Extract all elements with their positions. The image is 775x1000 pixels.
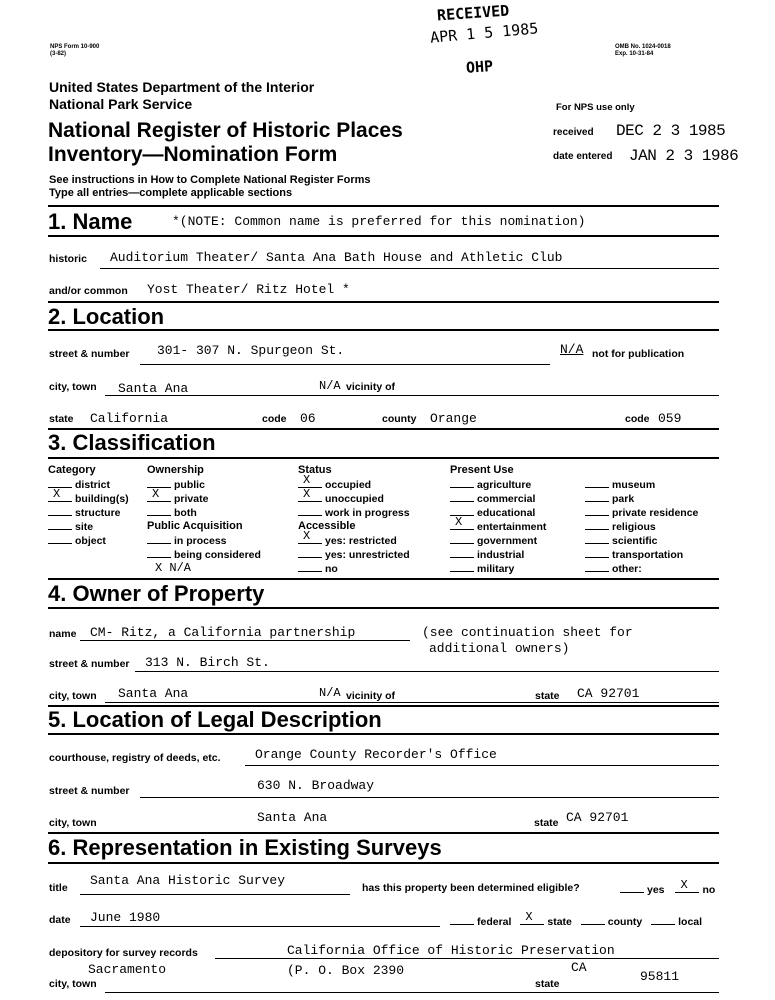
eligible-no-box[interactable]: X bbox=[675, 882, 699, 893]
vicinity-label: vicinity of bbox=[346, 381, 396, 393]
courthouse-label: courthouse, registry of deeds, etc. bbox=[49, 752, 221, 764]
state-label: state bbox=[49, 413, 74, 425]
status-heading: Status bbox=[298, 464, 332, 476]
depository-city-value: Sacramento bbox=[88, 962, 167, 977]
accessible-heading: Accessible bbox=[298, 520, 356, 532]
vicinity-na: N/A bbox=[319, 379, 341, 393]
use-commercial[interactable]: commercial bbox=[450, 491, 546, 505]
city-value: Santa Ana bbox=[118, 381, 189, 396]
survey-title-value: Santa Ana Historic Survey bbox=[90, 873, 286, 888]
level-county-box[interactable] bbox=[581, 914, 605, 925]
section-5-title: 5. Location of Legal Description bbox=[48, 707, 382, 732]
status-occupied[interactable]: X occupied bbox=[298, 477, 410, 491]
legal-state-label: state bbox=[534, 817, 559, 829]
use-industrial[interactable]: industrial bbox=[450, 547, 546, 561]
level-local-box[interactable] bbox=[651, 914, 675, 925]
form-title-line1: National Register of Historic Places bbox=[48, 119, 403, 142]
acquisition-in-process[interactable]: in process bbox=[147, 533, 261, 547]
common-name-label: and/or common bbox=[49, 285, 128, 297]
category-heading: Category bbox=[48, 464, 96, 476]
use-entertainment[interactable]: X entertainment bbox=[450, 519, 546, 533]
status-work-in-progress[interactable]: work in progress bbox=[298, 505, 410, 519]
eligible-yes-box[interactable] bbox=[620, 882, 644, 893]
form-revision: (3-82) bbox=[50, 51, 67, 57]
category-column bbox=[48, 463, 129, 547]
type-all-entries: Type all entries—complete applicable sections bbox=[49, 187, 293, 199]
received-value: DEC 2 3 1985 bbox=[616, 122, 726, 140]
use-agriculture[interactable]: agriculture bbox=[450, 477, 546, 491]
ownership-column bbox=[147, 463, 261, 575]
name-note: *(NOTE: Common name is preferred for this nomination) bbox=[172, 214, 586, 229]
ownership-both[interactable]: both bbox=[147, 505, 261, 519]
section-6-title: 6. Representation in Existing Surveys bbox=[48, 835, 442, 860]
date-entered-value: JAN 2 3 1986 bbox=[629, 147, 739, 165]
depository-state-label: state bbox=[535, 978, 560, 990]
received-stamp-office: OHP bbox=[465, 57, 494, 77]
historic-name-value: Auditorium Theater/ Santa Ana Bath House and Athletic Club bbox=[110, 250, 563, 265]
owner-vicinity-label: vicinity of bbox=[346, 690, 396, 702]
state-code-value: 06 bbox=[300, 411, 316, 426]
instructions-text: See instructions in How to Complete National Register Forms bbox=[49, 174, 371, 186]
depository-label: depository for survey records bbox=[49, 947, 198, 959]
depository-city-label: city, town bbox=[49, 978, 97, 990]
acquisition-na-note: X N/A bbox=[155, 561, 192, 575]
legal-street-label: street & number bbox=[49, 785, 130, 797]
category-structure[interactable]: structure bbox=[48, 505, 129, 519]
survey-date-label: date bbox=[49, 914, 71, 926]
present-use-column-2 bbox=[585, 477, 698, 575]
eligible-options bbox=[620, 878, 716, 896]
street-label: street & number bbox=[49, 348, 130, 360]
accessible-no[interactable]: no bbox=[298, 561, 410, 575]
nps-use-label: For NPS use only bbox=[556, 102, 635, 113]
owner-name-label: name bbox=[49, 628, 77, 640]
ownership-heading: Ownership bbox=[147, 464, 204, 476]
county-code-label: code bbox=[625, 413, 650, 425]
omb-expiry: Exp. 10-31-84 bbox=[615, 51, 654, 57]
survey-title-label: title bbox=[49, 882, 68, 894]
common-name-value: Yost Theater/ Ritz Hotel * bbox=[147, 282, 350, 297]
level-federal-box[interactable] bbox=[450, 914, 474, 925]
level-federal-label: federal bbox=[477, 916, 512, 928]
depository-box-value: (P. O. Box 2390 bbox=[287, 963, 405, 978]
depository-value: California Office of Historic Preservation bbox=[287, 943, 615, 958]
legal-state-value: CA 92701 bbox=[566, 810, 629, 825]
owner-name-value: CM- Ritz, a California partnership bbox=[90, 625, 356, 640]
category-site[interactable]: site bbox=[48, 519, 129, 533]
use-private-residence[interactable]: private residence bbox=[585, 505, 698, 519]
use-military[interactable]: military bbox=[450, 561, 546, 575]
use-government[interactable]: government bbox=[450, 533, 546, 547]
historic-label: historic bbox=[49, 253, 87, 265]
legal-city-value: Santa Ana bbox=[257, 810, 328, 825]
use-museum[interactable]: museum bbox=[585, 477, 698, 491]
section-2-title: 2. Location bbox=[48, 304, 165, 329]
public-acquisition-heading: Public Acquisition bbox=[147, 520, 243, 532]
level-state-box[interactable]: X bbox=[520, 914, 544, 925]
section-4-title: 4. Owner of Property bbox=[48, 581, 265, 606]
state-value: California bbox=[90, 411, 169, 426]
owner-city-value: Santa Ana bbox=[118, 686, 189, 701]
eligible-no-label: no bbox=[702, 884, 716, 896]
present-use-heading: Present Use bbox=[450, 464, 514, 476]
owner-note-line1: (see continuation sheet for bbox=[422, 625, 633, 640]
ownership-private[interactable]: X private bbox=[147, 491, 261, 505]
use-transportation[interactable]: transportation bbox=[585, 547, 698, 561]
use-scientific[interactable]: scientific bbox=[585, 533, 698, 547]
form-title-line2: Inventory—Nomination Form bbox=[48, 143, 338, 166]
use-religious[interactable]: religious bbox=[585, 519, 698, 533]
code-label: code bbox=[262, 413, 287, 425]
present-use-column bbox=[450, 463, 546, 575]
county-code-value: 059 bbox=[658, 411, 682, 426]
instructions-line bbox=[49, 174, 371, 186]
level-local-label: local bbox=[678, 916, 703, 928]
owner-street-value: 313 N. Birch St. bbox=[145, 655, 270, 670]
owner-vicinity-na: N/A bbox=[319, 686, 341, 700]
depository-zip-value: 95811 bbox=[640, 969, 680, 984]
category-district[interactable]: district bbox=[48, 477, 129, 491]
status-unoccupied[interactable]: X unoccupied bbox=[298, 491, 410, 505]
publication-na: N/A bbox=[560, 342, 584, 357]
received-stamp-date: APR 1 5 1985 bbox=[429, 19, 539, 47]
owner-city-label: city, town bbox=[49, 690, 97, 702]
legal-street-value: 630 N. Broadway bbox=[257, 778, 375, 793]
county-label: county bbox=[382, 413, 417, 425]
received-label: received bbox=[553, 127, 594, 138]
category-object[interactable]: object bbox=[48, 533, 129, 547]
accessible-unrestricted[interactable]: yes: unrestricted bbox=[298, 547, 410, 561]
depository-state-value: CA bbox=[571, 960, 587, 975]
date-entered-label: date entered bbox=[553, 151, 613, 162]
owner-street-label: street & number bbox=[49, 658, 130, 670]
survey-level bbox=[450, 910, 703, 928]
acquisition-being-considered[interactable]: being considered bbox=[147, 547, 261, 561]
courthouse-value: Orange County Recorder's Office bbox=[255, 747, 497, 762]
owner-state-label: state bbox=[535, 690, 560, 702]
use-park[interactable]: park bbox=[585, 491, 698, 505]
owner-state-value: CA 92701 bbox=[577, 686, 640, 701]
eligible-yes-label: yes bbox=[647, 884, 665, 896]
legal-city-label: city, town bbox=[49, 817, 97, 829]
accessible-restricted[interactable]: X yes: restricted bbox=[298, 533, 410, 547]
omb-number: OMB No. 1024-0018 bbox=[615, 44, 671, 50]
use-educational[interactable]: educational bbox=[450, 505, 546, 519]
city-label: city, town bbox=[49, 381, 97, 393]
eligible-question: has this property been determined eligible? bbox=[362, 882, 580, 894]
level-state-label: state bbox=[547, 916, 572, 928]
service-name: National Park Service bbox=[49, 96, 193, 112]
category-building[interactable]: X building(s) bbox=[48, 491, 129, 505]
received-stamp-label: RECEIVED bbox=[436, 1, 510, 25]
survey-date-value: June 1980 bbox=[90, 910, 161, 925]
level-county-label: county bbox=[607, 916, 643, 928]
not-for-publication-label: not for publication bbox=[592, 348, 685, 360]
department-name: United States Department of the Interior bbox=[49, 79, 315, 95]
owner-note-line2: additional owners) bbox=[429, 641, 570, 656]
use-other[interactable]: other: bbox=[585, 561, 698, 575]
section-1-title: 1. Name bbox=[48, 209, 133, 234]
form-number: NPS Form 10-900 bbox=[50, 44, 100, 50]
county-value: Orange bbox=[430, 411, 477, 426]
status-column bbox=[298, 463, 410, 575]
ownership-public[interactable]: public bbox=[147, 477, 261, 491]
section-3-title: 3. Classification bbox=[48, 430, 216, 455]
street-value: 301- 307 N. Spurgeon St. bbox=[157, 343, 345, 358]
